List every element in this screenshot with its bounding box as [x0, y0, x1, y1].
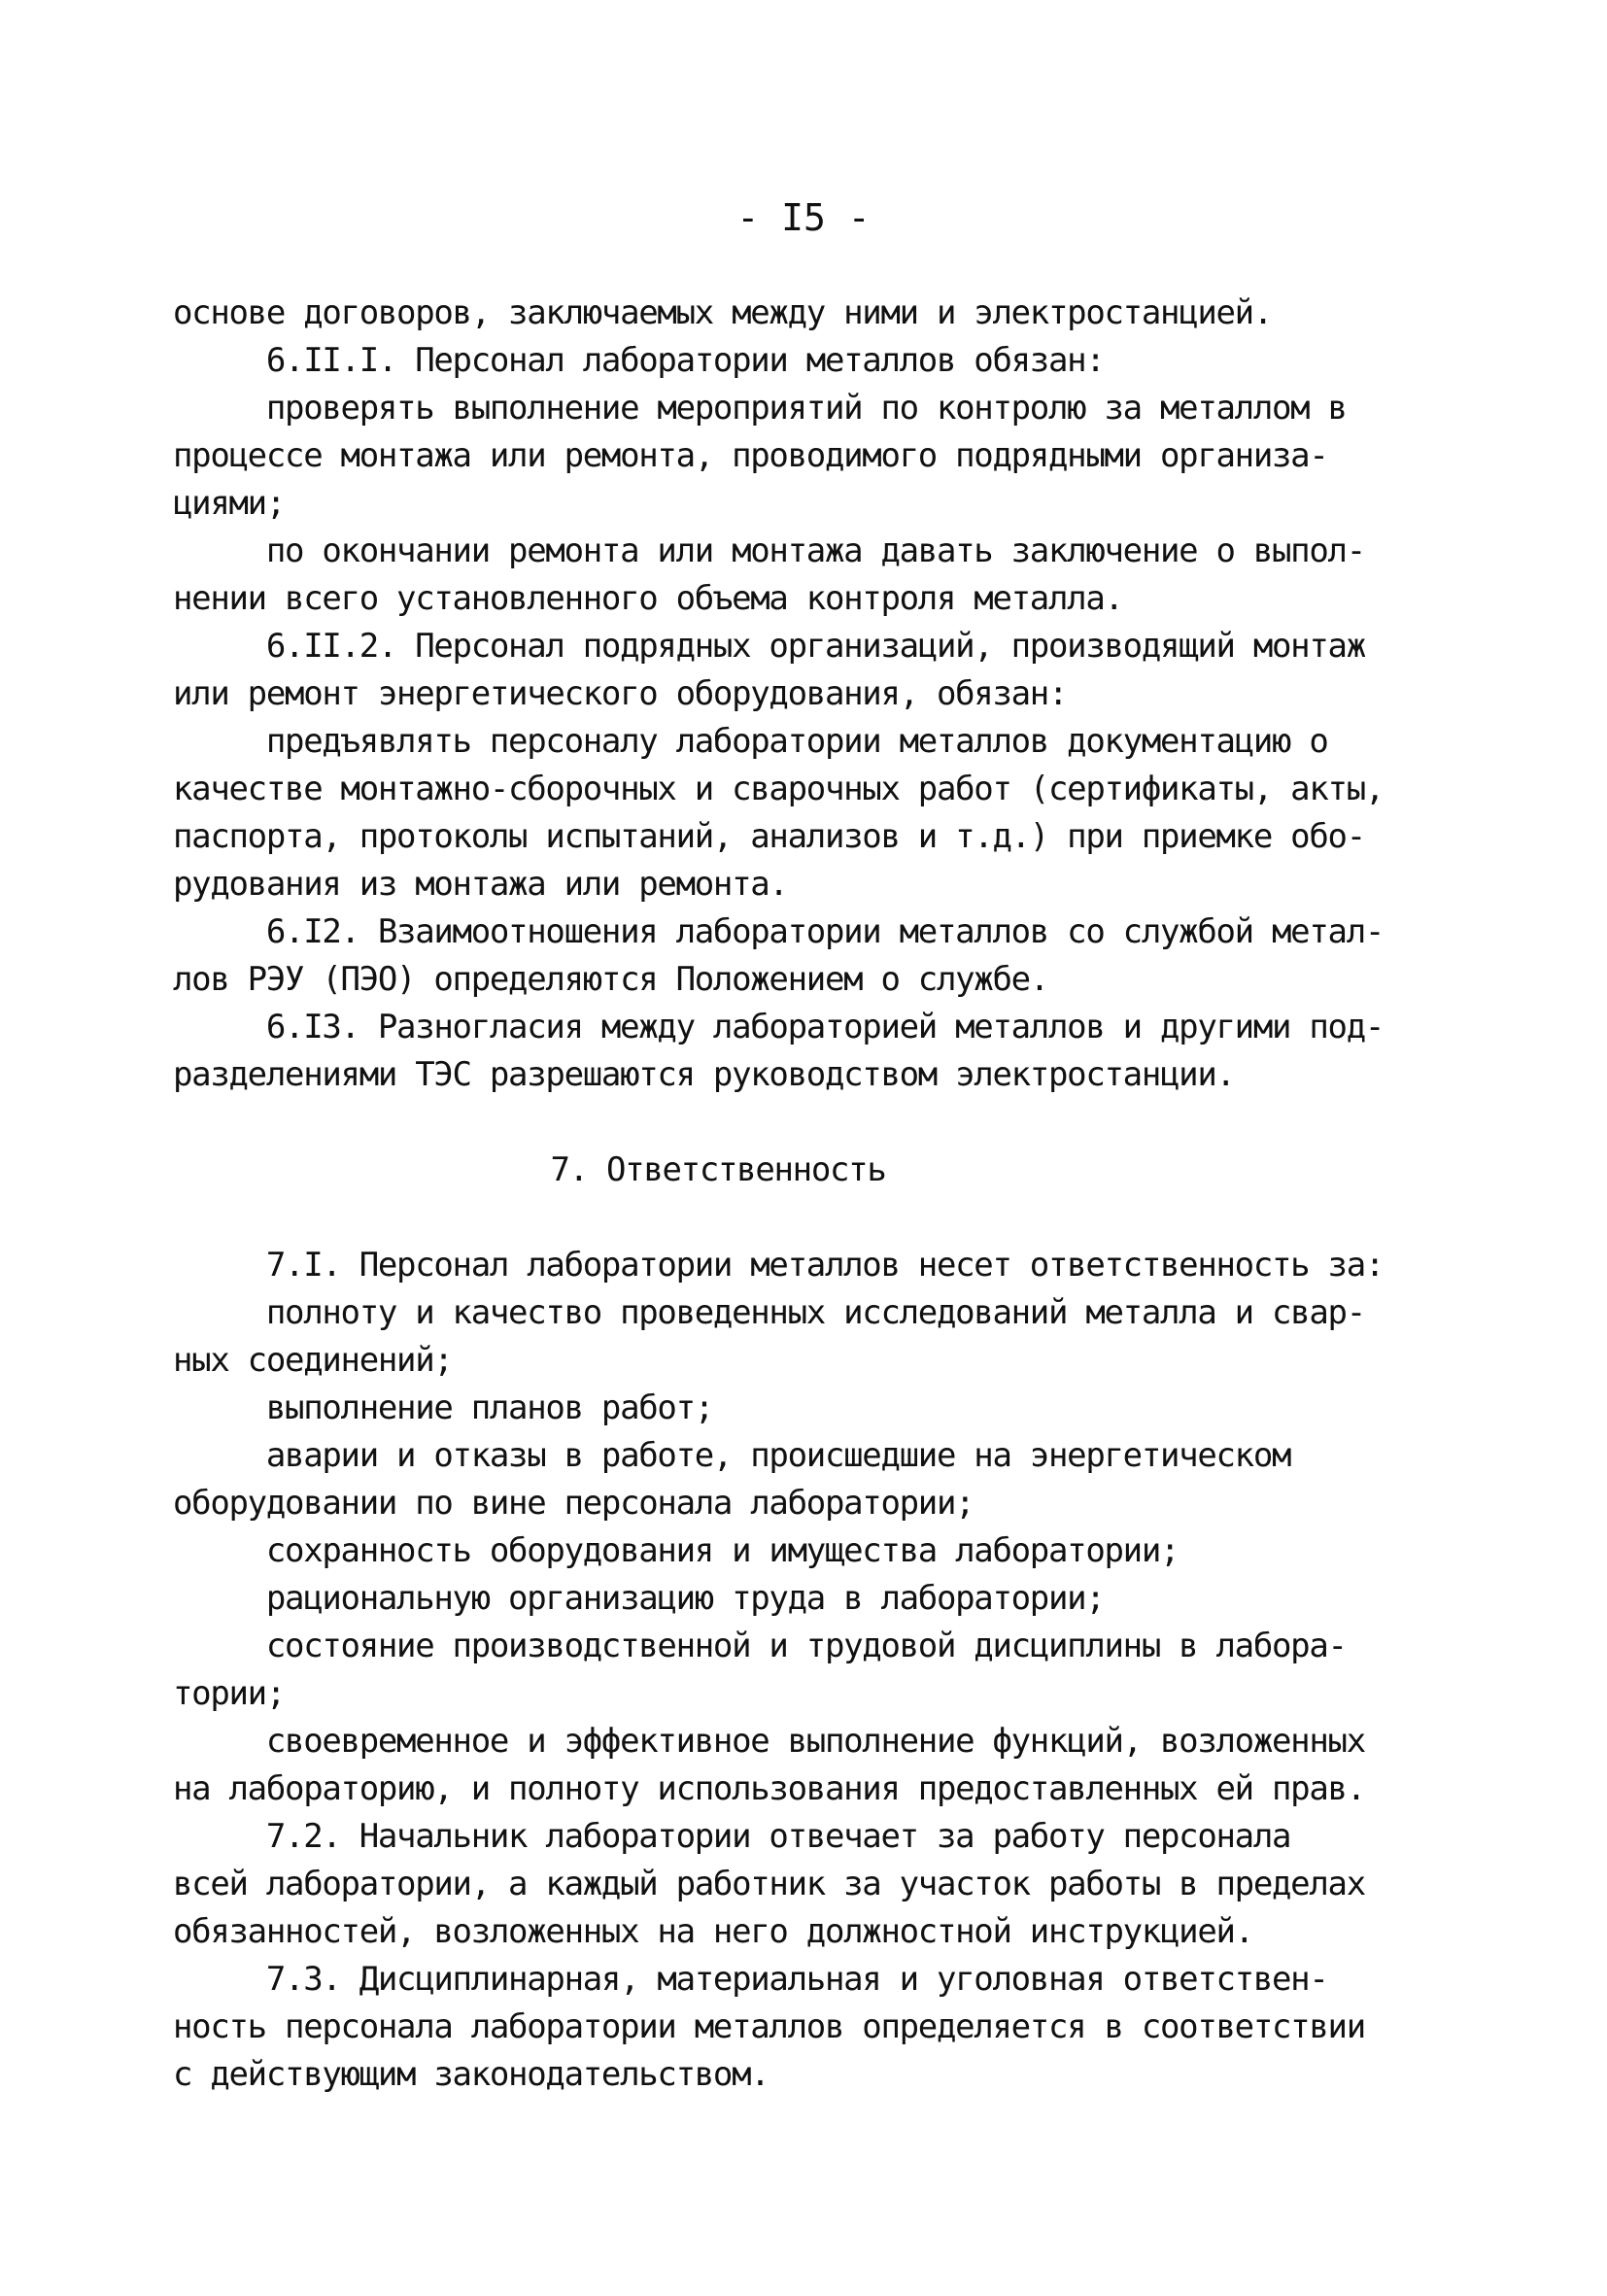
spacer — [173, 1099, 1436, 1147]
text-line: выполнение планов работ; — [173, 1388, 713, 1427]
text-line: проверять выполнение мероприятий по контролю за металлом в — [173, 389, 1347, 428]
text-line: процессе монтажа или ремонта, проводимого подрядными организа- — [173, 436, 1328, 475]
text-line: основе договоров, заключаемых между ними и электростанцией. — [173, 293, 1273, 332]
clause-6-13: 6.I3. Разногласия между лабораторией металлов и другими под- — [173, 1008, 1385, 1046]
clause-7-2: 7.2. Начальник лаборатории отвечает за работу персонала — [173, 1817, 1291, 1856]
text-line: аварии и отказы в работе, происшедшие на энергетическом — [173, 1436, 1291, 1475]
text-line: ных соединений; — [173, 1341, 453, 1380]
text-line: паспорта, протоколы испытаний, анализов и т.д.) при приемке обо- — [173, 817, 1365, 856]
text-line: полноту и качество проведенных исследований металла и свар- — [173, 1293, 1365, 1332]
text-line: качестве монтажно-сборочных и сварочных работ (сертификаты, акты, — [173, 770, 1385, 808]
text-line: всей лаборатории, а каждый работник за участок работы в пределах — [173, 1865, 1365, 1903]
text-line: тории; — [173, 1674, 286, 1713]
spacer — [173, 1194, 1436, 1242]
text-line: рудования из монтажа или ремонта. — [173, 865, 788, 904]
text-line: лов РЭУ (ПЭО) определяются Положением о службе. — [173, 960, 1048, 999]
text-line: своевременное и эффективное выполнение функций, возложенных — [173, 1722, 1365, 1761]
page-number: - I5 - — [736, 196, 871, 239]
clause-6-12: 6.I2. Взаимоотношения лаборатории металлов со службой метал- — [173, 912, 1385, 951]
text-line: сохранность оборудования и имущества лаборатории; — [173, 1531, 1180, 1570]
document-body — [173, 194, 1436, 2099]
text-line: или ремонт энергетического оборудования, обязан: — [173, 674, 1068, 713]
clause-7-1: 7.I. Персонал лаборатории металлов несет ответственность за: — [173, 1246, 1385, 1285]
text-line: предъявлять персоналу лаборатории металлов документацию о — [173, 722, 1328, 761]
text-line: на лабораторию, и полноту использования предоставленных ей прав. — [173, 1769, 1365, 1808]
section-6-continuation — [173, 290, 1436, 1099]
text-line: оборудовании по вине персонала лаборатории; — [173, 1484, 974, 1523]
text-line: циями; — [173, 484, 286, 523]
section-7-heading: 7. Ответственность — [550, 1150, 886, 1189]
text-line: рациональную организацию труда в лаборатории; — [173, 1579, 1105, 1618]
clause-7-3: 7.3. Дисциплинарная, материальная и уголовная ответствен- — [173, 1960, 1328, 1999]
text-line: по окончании ремонта или монтажа давать заключение о выпол- — [173, 531, 1365, 570]
section-7 — [173, 1242, 1436, 2099]
text-line: обязанностей, возложенных на него должностной инструкцией. — [173, 1912, 1253, 1951]
spacer — [173, 242, 1436, 290]
clause-6-11-1: 6.II.I. Персонал лаборатории металлов обязан: — [173, 341, 1105, 380]
text-line: разделениями ТЭС разрешаются руководством электростанции. — [173, 1055, 1235, 1094]
text-line: нении всего установленного объема контроля металла. — [173, 579, 1123, 618]
clause-6-11-2: 6.II.2. Персонал подрядных организаций, производящий монтаж — [173, 627, 1365, 666]
text-line: состояние производственной и трудовой дисциплины в лабора- — [173, 1627, 1347, 1665]
text-line: с действующим законодательством. — [173, 2055, 769, 2094]
text-line: ность персонала лаборатории металлов определяется в соответствии — [173, 2007, 1365, 2046]
spacer — [173, 194, 1436, 242]
